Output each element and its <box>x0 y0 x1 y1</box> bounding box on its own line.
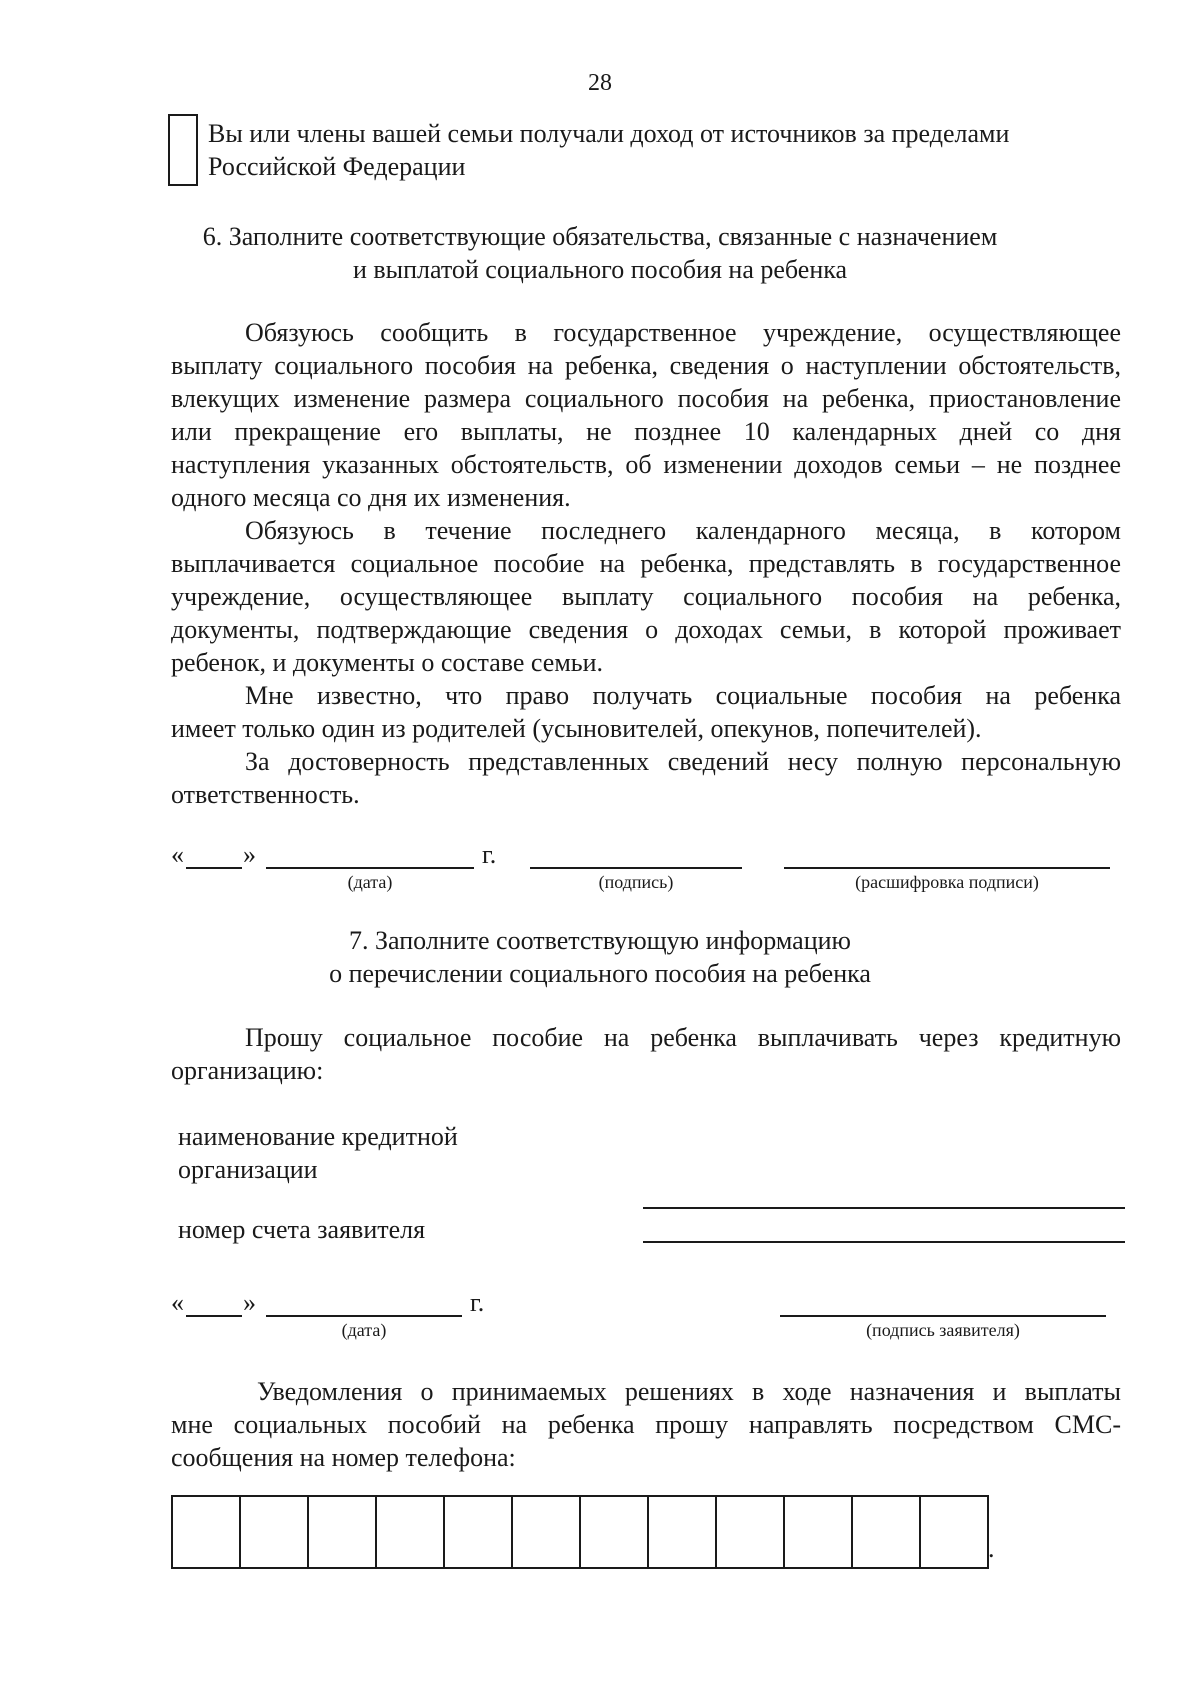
bank-name-label-line2: организации <box>178 1155 318 1184</box>
para1-line: влекущих изменение размера социального пособия на ребенка, приостановление <box>171 384 1121 413</box>
phone-digit-cell[interactable] <box>581 1497 649 1567</box>
phone-digit-cell[interactable] <box>649 1497 717 1567</box>
para1-line: или прекращение его выплаты, не позднее 10 календарных дней со дня <box>171 417 1121 446</box>
sig6-signature-caption: (подпись) <box>598 872 674 892</box>
para2-line: документы, подтверждающие сведения о доходах семьи, в которой проживает <box>171 615 1121 644</box>
page-number: 28 <box>588 70 612 96</box>
sig7-applicant-caption: (подпись заявителя) <box>866 1320 1020 1340</box>
para2-line: Обязуюсь в течение последнего календарного месяца, в котором <box>245 516 1121 545</box>
sig6-date-caption: (дата) <box>347 872 393 892</box>
para3-line: Мне известно, что право получать социальные пособия на ребенка <box>245 681 1121 710</box>
bank-request-paragraph <box>171 1021 1121 1087</box>
foreign-income-label-line1: Вы или члены вашей семьи получали доход от источников за пределами <box>208 119 1010 148</box>
para2-line: ребенок, и документы о составе семьи. <box>171 648 604 677</box>
foreign-income-checkbox[interactable] <box>168 114 198 186</box>
section7-title-line2: о перечислении социального пособия на ребенка <box>329 959 871 988</box>
section6-title-line1: 6. Заполните соответствующие обязательства, связанные с назначением <box>202 222 998 251</box>
sig6-quote-open: « <box>171 840 184 869</box>
request-line: Прошу социальное пособие на ребенка выплачивать через кредитную <box>245 1023 1121 1052</box>
para2-line: учреждение, осуществляющее выплату социального пособия на ребенка, <box>171 582 1121 611</box>
sig6-day-field[interactable] <box>186 867 242 869</box>
para4-line: ответственность. <box>171 780 360 809</box>
rights-paragraph <box>171 679 1121 745</box>
foreign-income-label-line2: Российской Федерации <box>208 152 466 181</box>
para1-line: Обязуюсь сообщить в государственное учреждение, осуществляющее <box>245 318 1121 347</box>
phone-digit-cell[interactable] <box>785 1497 853 1567</box>
section6-title-line2: и выплатой социального пособия на ребенка <box>352 255 848 284</box>
para3-line: имеет только один из родителей (усыновителей, опекунов, попечителей). <box>171 714 982 743</box>
para1-line: одного месяца со дня их изменения. <box>171 483 571 512</box>
sig7-day-field[interactable] <box>186 1315 242 1317</box>
obligation-paragraph-2 <box>171 514 1121 679</box>
phone-digit-cell[interactable] <box>717 1497 785 1567</box>
sig7-quote-open: « <box>171 1288 184 1317</box>
phone-digit-cell[interactable] <box>853 1497 921 1567</box>
sig6-decoding-field[interactable] <box>784 867 1110 869</box>
sms-paragraph <box>171 1375 1121 1474</box>
sig6-year-mark: г. <box>482 840 497 869</box>
phone-digit-cell[interactable] <box>921 1497 989 1567</box>
bank-name-field[interactable] <box>643 1207 1125 1209</box>
section6-title <box>0 220 1200 286</box>
phone-digit-cell[interactable] <box>241 1497 309 1567</box>
obligation-paragraph-1 <box>171 316 1121 514</box>
bank-name-label-line1: наименование кредитной <box>178 1122 458 1151</box>
sig6-signature-field[interactable] <box>530 867 742 869</box>
para1-line: наступления указанных обстоятельств, об изменении доходов семьи – не позднее <box>171 450 1121 479</box>
sig7-quote-close: » <box>243 1288 256 1317</box>
bank-name-label <box>178 1120 458 1186</box>
para2-line: выплачивается социальное пособие на ребенка, представлять в государственное <box>171 549 1121 578</box>
sig6-quote-close: » <box>243 840 256 869</box>
phone-digit-cell[interactable] <box>377 1497 445 1567</box>
sms-line: сообщения на номер телефона: <box>171 1443 516 1472</box>
phone-end-mark: . <box>988 1534 995 1563</box>
para1-line: выплату социального пособия на ребенка, сведения о наступлении обстоятельств, <box>171 351 1121 380</box>
foreign-income-label <box>208 117 1108 183</box>
responsibility-paragraph <box>171 745 1121 811</box>
phone-number-grid[interactable] <box>171 1495 989 1569</box>
phone-digit-cell[interactable] <box>173 1497 241 1567</box>
sig6-decoding-caption: (расшифровка подписи) <box>855 872 1039 892</box>
phone-digit-cell[interactable] <box>445 1497 513 1567</box>
sig7-date-field[interactable] <box>266 1315 462 1317</box>
sig7-applicant-signature-field[interactable] <box>780 1315 1106 1317</box>
request-line: организацию: <box>171 1056 324 1085</box>
sms-line: мне социальных пособий на ребенка прошу направлять посредством СМС- <box>171 1410 1121 1439</box>
sms-line: Уведомления о принимаемых решениях в ходе назначения и выплаты <box>257 1377 1121 1406</box>
phone-digit-cell[interactable] <box>309 1497 377 1567</box>
section7-title-line1: 7. Заполните соответствующую информацию <box>349 926 851 955</box>
account-number-field[interactable] <box>643 1241 1125 1243</box>
account-number-label: номер счета заявителя <box>178 1215 426 1244</box>
phone-digit-cell[interactable] <box>513 1497 581 1567</box>
sig7-date-caption: (дата) <box>341 1320 387 1340</box>
section7-title <box>0 924 1200 990</box>
sig6-date-field[interactable] <box>266 867 474 869</box>
para4-line: За достоверность представленных сведений несу полную персональную <box>245 747 1121 776</box>
sig7-year-mark: г. <box>470 1288 485 1317</box>
